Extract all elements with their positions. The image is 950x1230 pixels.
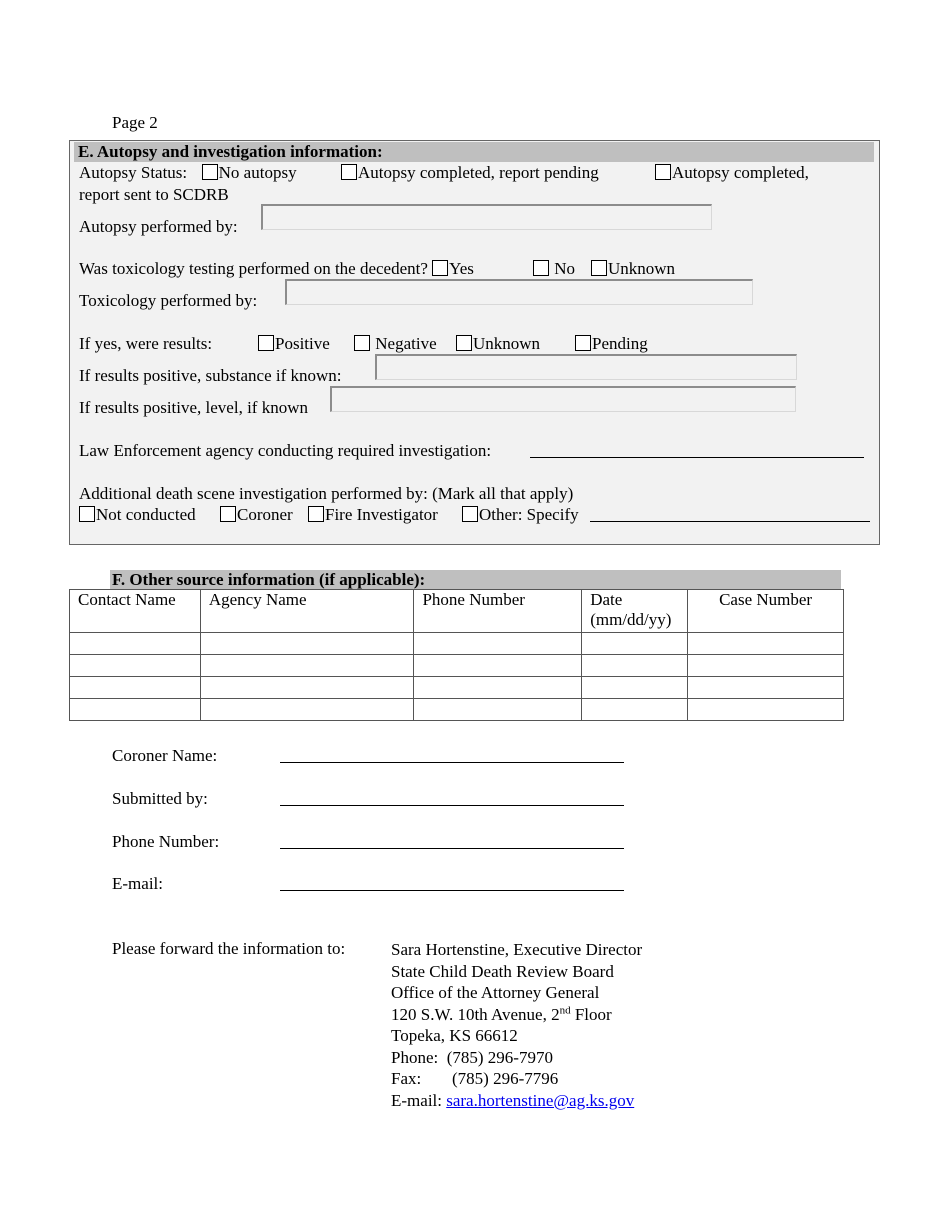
result-unknown-option	[456, 334, 540, 354]
forward-city: Topeka, KS 66612	[391, 1026, 518, 1045]
not-conducted-label: Not conducted	[96, 505, 196, 524]
email-label: E-mail:	[112, 874, 163, 893]
result-pending-checkbox[interactable]	[575, 335, 591, 351]
forward-street-main: 120 S.W. 10th Avenue, 2	[391, 1004, 560, 1024]
table-cell[interactable]	[688, 677, 844, 699]
table-cell[interactable]	[414, 655, 582, 677]
page-label: Page 2	[112, 113, 158, 132]
additional-fire-option	[308, 505, 438, 525]
autopsy-performed-label: Autopsy performed by:	[79, 217, 238, 236]
other-source-table	[69, 589, 844, 721]
forward-email-link[interactable]: sara.hortenstine@ag.ks.gov	[446, 1090, 635, 1110]
forward-org-1: State Child Death Review Board	[391, 961, 614, 981]
section-f-title: F. Other source information (if applicable):	[110, 570, 841, 590]
table-cell[interactable]	[688, 699, 844, 721]
forward-label: Please forward the information to:	[112, 939, 346, 958]
toxicology-question: Was toxicology testing performed on the decedent?	[79, 259, 428, 278]
forward-phone-label: Phone:	[391, 1047, 439, 1067]
table-header-row	[70, 590, 844, 633]
result-positive-label: Positive	[275, 334, 330, 353]
substance-label: If results positive, substance if known:	[79, 366, 342, 385]
fire-investigator-checkbox[interactable]	[308, 506, 324, 522]
phone-number-label: Phone Number:	[112, 832, 220, 851]
table-row	[70, 699, 844, 721]
fire-investigator-label: Fire Investigator	[325, 505, 438, 524]
result-unknown-label: Unknown	[473, 334, 541, 353]
forward-address-block	[391, 939, 642, 1111]
tox-no-option	[533, 259, 575, 279]
result-unknown-checkbox[interactable]	[456, 335, 472, 351]
forward-fax	[391, 1068, 642, 1090]
additional-coroner-option	[220, 505, 293, 525]
table-cell[interactable]	[414, 699, 582, 721]
table-cell[interactable]	[582, 699, 688, 721]
forward-phone	[391, 1047, 642, 1069]
coroner-checkbox[interactable]	[220, 506, 236, 522]
result-pending-label: Pending	[592, 334, 648, 353]
no-autopsy-label: No autopsy	[218, 163, 297, 182]
table-cell[interactable]	[70, 633, 201, 655]
forward-street-sup: nd	[559, 1003, 571, 1016]
result-negative-checkbox[interactable]	[354, 335, 370, 351]
tox-no-label: No	[554, 259, 576, 278]
result-positive-option	[258, 334, 330, 354]
table-cell[interactable]	[414, 633, 582, 655]
autopsy-sent-option	[655, 163, 809, 183]
result-negative-option	[354, 334, 437, 354]
table-cell[interactable]	[200, 677, 414, 699]
autopsy-pending-label: Autopsy completed, report pending	[358, 163, 599, 182]
coroner-name-line[interactable]	[280, 762, 624, 763]
law-enforcement-label: Law Enforcement agency conducting required investigation:	[79, 441, 492, 460]
table-cell[interactable]	[200, 655, 414, 677]
table-cell[interactable]	[200, 633, 414, 655]
col-phone-number: Phone Number	[414, 590, 582, 633]
additional-investigation-label: Additional death scene investigation performed by: (Mark all that apply)	[79, 484, 574, 503]
result-negative-label: Negative	[375, 334, 437, 353]
table-cell[interactable]	[582, 633, 688, 655]
result-positive-checkbox[interactable]	[258, 335, 274, 351]
forward-fax-label: Fax:	[391, 1069, 422, 1088]
autopsy-status-label: Autopsy Status:	[79, 163, 188, 182]
table-cell[interactable]	[582, 655, 688, 677]
forward-phone-value: (785) 296-7970	[446, 1047, 553, 1067]
tox-unknown-label: Unknown	[608, 259, 676, 278]
forward-email	[391, 1090, 642, 1112]
col-case-number: Case Number	[688, 590, 844, 633]
substance-field[interactable]	[375, 354, 797, 380]
toxicology-performed-field[interactable]	[285, 279, 753, 305]
other-specify-line[interactable]	[590, 521, 870, 522]
table-cell[interactable]	[70, 699, 201, 721]
coroner-name-label: Coroner Name:	[112, 746, 218, 765]
table-cell[interactable]	[70, 655, 201, 677]
coroner-label: Coroner	[237, 505, 293, 524]
toxicology-performed-label: Toxicology performed by:	[79, 291, 258, 310]
col-agency-name: Agency Name	[200, 590, 414, 633]
level-label: If results positive, level, if known	[79, 398, 308, 417]
no-autopsy-checkbox[interactable]	[202, 164, 218, 180]
table-cell[interactable]	[688, 655, 844, 677]
phone-number-line[interactable]	[280, 848, 624, 849]
col-date-label: Date	[590, 590, 623, 609]
forward-fax-value: (785) 296-7796	[452, 1069, 559, 1088]
forward-street	[391, 1004, 642, 1026]
forward-email-label: E-mail:	[391, 1090, 442, 1110]
col-date	[582, 590, 688, 633]
forward-name: Sara Hortenstine, Executive Director	[391, 940, 643, 959]
section-e-title: E. Autopsy and investigation information:	[74, 142, 874, 162]
additional-not-conducted-option	[79, 505, 196, 525]
tox-no-checkbox[interactable]	[533, 260, 549, 276]
results-label: If yes, were results:	[79, 334, 213, 353]
submitted-by-line[interactable]	[280, 805, 624, 806]
autopsy-sent-label: Autopsy completed,	[672, 163, 809, 182]
autopsy-status-row	[79, 163, 297, 183]
table-row	[70, 655, 844, 677]
email-line[interactable]	[280, 890, 624, 891]
table-cell[interactable]	[688, 633, 844, 655]
table-cell[interactable]	[582, 677, 688, 699]
level-field[interactable]	[330, 386, 796, 412]
submitted-by-label: Submitted by:	[112, 789, 208, 808]
table-row	[70, 633, 844, 655]
autopsy-sent-label-cont: report sent to SCDRB	[79, 185, 229, 204]
tox-yes-label: Yes	[449, 259, 474, 278]
autopsy-performed-field[interactable]	[261, 204, 712, 230]
autopsy-pending-option	[341, 163, 599, 183]
col-date-format: (mm/dd/yy)	[590, 610, 672, 629]
table-cell[interactable]	[200, 699, 414, 721]
additional-other-option	[462, 505, 579, 525]
other-specify-label: Other: Specify	[479, 505, 579, 524]
tox-unknown-checkbox[interactable]	[591, 260, 607, 276]
other-checkbox[interactable]	[462, 506, 478, 522]
result-pending-option	[575, 334, 648, 354]
table-row	[70, 677, 844, 699]
table-cell[interactable]	[70, 677, 201, 699]
law-enforcement-line[interactable]	[530, 457, 864, 458]
forward-org-2: Office of the Attorney General	[391, 983, 600, 1002]
tox-unknown-option	[591, 259, 675, 279]
forward-street-floor: Floor	[570, 1004, 612, 1024]
autopsy-pending-checkbox[interactable]	[341, 164, 357, 180]
toxicology-question-row	[79, 259, 474, 279]
autopsy-sent-checkbox[interactable]	[655, 164, 671, 180]
not-conducted-checkbox[interactable]	[79, 506, 95, 522]
tox-yes-checkbox[interactable]	[432, 260, 448, 276]
col-contact-name: Contact Name	[70, 590, 201, 633]
table-cell[interactable]	[414, 677, 582, 699]
